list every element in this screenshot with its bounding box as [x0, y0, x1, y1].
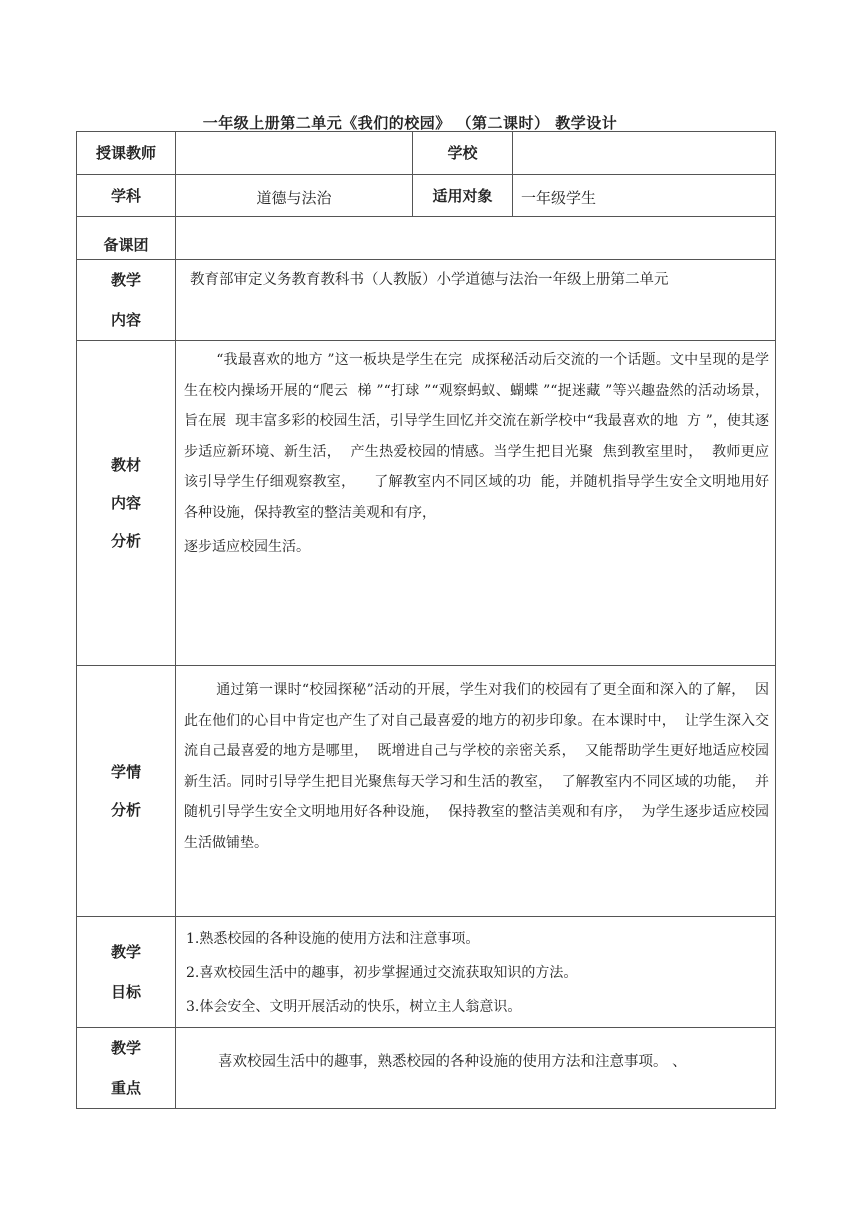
teacher-label: 授课教师: [77, 132, 176, 175]
table-row: [77, 666, 776, 917]
teacher-value: [176, 132, 413, 175]
content-label-line2: 内容: [110, 311, 141, 329]
goals-label-line2: 目标: [110, 983, 141, 1001]
material-label: [77, 341, 176, 666]
goals-label-line1: 教学: [110, 943, 141, 961]
material-paragraph-tail: 逐步适应校园生活。: [184, 539, 310, 555]
material-label-line2: 内容: [110, 494, 141, 512]
audience-label: 适用对象: [413, 175, 513, 217]
material-label-line1: 教材: [110, 456, 141, 474]
content-label: [77, 260, 176, 341]
document-title: 一年级上册第二单元《我们的校园》 （第二课时） 教学设计: [202, 114, 618, 132]
focus-label-line2: 重点: [110, 1079, 141, 1097]
school-value: [513, 132, 776, 175]
table-row: [77, 260, 776, 341]
focus-label-line1: 教学: [110, 1039, 141, 1057]
learner-label: [77, 666, 176, 917]
learner-value-cell: [176, 666, 776, 917]
table-row: [77, 132, 776, 175]
table-row: [77, 917, 776, 1028]
content-label-line1: 教学: [110, 271, 141, 289]
goals-value-cell: [176, 917, 776, 1028]
learner-label-line1: 学情: [110, 763, 141, 781]
subject-label: 学科: [77, 175, 176, 217]
school-label: 学校: [413, 132, 513, 175]
lesson-plan-table: [76, 131, 776, 1109]
goal-item-3: 3.体会安全、文明开展活动的快乐，树立主人翁意识。: [186, 999, 522, 1015]
material-label-line3: 分析: [110, 532, 141, 550]
focus-value: 喜欢校园生活中的趣事，熟悉校园的各种设施的使用方法和注意事项。 、: [176, 1028, 776, 1109]
table-row: [77, 175, 776, 217]
table-row: [77, 1028, 776, 1109]
team-value: [176, 217, 776, 260]
material-value-cell: [176, 341, 776, 666]
table-row: [77, 341, 776, 666]
audience-value: 一年级学生: [513, 175, 776, 217]
learner-label-line2: 分析: [110, 801, 141, 819]
material-paragraph: “我最喜欢的地方 ”这一板块是学生在完 成探秘活动后交流的一个话题。文中呈现的是学生在校内操场开展的“爬云 梯 ”“打球 ”“观察蚂蚁、蝴蝶 ”“捉迷藏 ”等兴趣盎然的活动场景， 旨在展 现丰富多彩的校园生活，引导学生回忆并交流在新学校中“我最喜欢的地 方 ”，使其逐步适应新环境、新生活， 产生热爱校园的情感。当学生把目光聚 焦到教室里时， 教师更应该引导学生仔细观察教室， 了解教室内不同区域的功 能，并随机指导学生安全文明地用好各种设施，保持教室的整洁美观和有序，: [184, 352, 778, 521]
learner-paragraph: 通过第一课时“校园探秘”活动的开展，学生对我们的校园有了更全面和深入的了解， 因此在他们的心目中肯定也产生了对自己最喜爱的地方的初步印象。在本课时中， 让学生深入交流自己最喜爱的地方是哪里， 既增进自己与学校的亲密关系， 又能帮助学生更好地适应校园新生活。同时引导学生把目光聚焦每天学习和生活的教室， 了解教室内不同区域的功能， 并随机引导学生安全文明地用好各种设施， 保持教室的整洁美观和有序， 为学生逐步适应校园生活做铺垫。: [184, 682, 769, 851]
goal-item-1: 1.熟悉校园的各种设施的使用方法和注意事项。: [186, 931, 480, 947]
team-label: 备课团: [77, 217, 176, 260]
table-row: [77, 217, 776, 260]
goal-item-2: 2.喜欢校园生活中的趣事，初步掌握通过交流获取知识的方法。: [186, 965, 578, 981]
goals-label: [77, 917, 176, 1028]
subject-value: 道德与法治: [176, 175, 413, 217]
content-value: 教育部审定义务教育教科书（人教版）小学道德与法治一年级上册第二单元: [176, 260, 776, 341]
focus-label: [77, 1028, 176, 1109]
